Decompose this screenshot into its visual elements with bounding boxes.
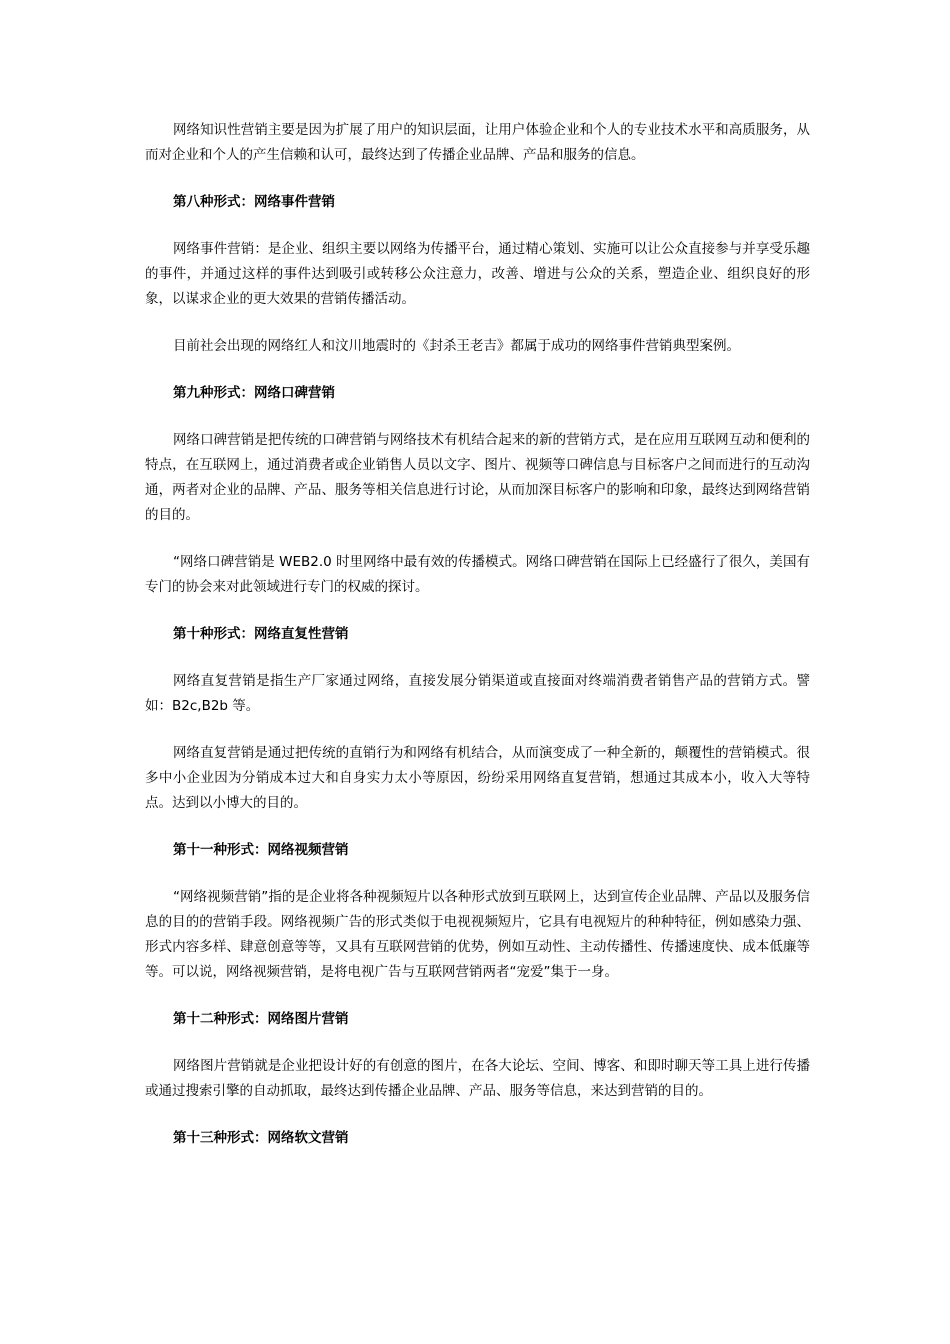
heading-video-marketing: 第十一种形式：网络视频营销: [173, 842, 349, 858]
paragraph-image-marketing: 网络图片营销就是企业把设计好的有创意的图片，在各大论坛、空间、博客、和即时聊天等工具上进行传播或通过搜索引擎的自动抓取，最终达到传播企业品牌、产品、服务等信息，来达到营销的目的。: [145, 1058, 810, 1099]
paragraph-direct-marketing-model: 网络直复营销是通过把传统的直销行为和网络有机结合，从而演变成了一种全新的，颠覆性的营销模式。很多中小企业因为分销成本过大和自身实力太小等原因，纷纷采用网络直复营销，想通过其成本小，收入大等特点。达到以小博大的目的。: [145, 745, 810, 811]
paragraph-direct-marketing-definition: 网络直复营销是指生产厂家通过网络，直接发展分销渠道或直接面对终端消费者销售产品的营销方式。譬如：B2c,B2b 等。: [145, 673, 810, 714]
heading-word-of-mouth-marketing: 第九种形式：网络口碑营销: [173, 385, 335, 401]
paragraph-video-marketing: “网络视频营销”指的是企业将各种视频短片以各种形式放到互联网上，达到宣传企业品牌、产品以及服务信息的目的的营销手段。网络视频广告的形式类似于电视视频短片，它具有电视短片的种种特征，例如感染力强、形式内容多样、肆意创意等等，又具有互联网营销的优势，例如互动性、主动传播性、传播速度快、成本低廉等等。可以说，网络视频营销，是将电视广告与互联网营销两者“宠爱”集于一身。: [145, 889, 810, 980]
paragraph-knowledge-marketing: 网络知识性营销主要是因为扩展了用户的知识层面，让用户体验企业和个人的专业技术水平和高质服务，从而对企业和个人的产生信赖和认可，最终达到了传播企业品牌、产品和服务的信息。: [145, 122, 810, 163]
paragraph-word-of-mouth-web20: “网络口碑营销是 WEB2.0 时里网络中最有效的传播模式。网络口碑营销在国际上已经盛行了很久，美国有专门的协会来对此领域进行专门的权威的探讨。: [145, 554, 810, 595]
paragraph-event-marketing-examples: 目前社会出现的网络红人和汶川地震时的《封杀王老吉》都属于成功的网络事件营销典型案例。: [173, 338, 740, 354]
paragraph-event-marketing-definition: 网络事件营销：是企业、组织主要以网络为传播平台，通过精心策划、实施可以让公众直接参与并享受乐趣的事件，并通过这样的事件达到吸引或转移公众注意力，改善、增进与公众的关系，塑造企业、组织良好的形象，以谋求企业的更大效果的营销传播活动。: [145, 241, 810, 307]
document-page: [145, 118, 810, 1173]
paragraph-word-of-mouth-definition: 网络口碑营销是把传统的口碑营销与网络技术有机结合起来的新的营销方式，是在应用互联网互动和便利的特点，在互联网上，通过消费者或企业销售人员以文字、图片、视频等口碑信息与目标客户之间而进行的互动沟通，两者对企业的品牌、产品、服务等相关信息进行讨论，从而加深目标客户的影响和印象，最终达到网络营销的目的。: [145, 432, 810, 523]
heading-soft-article-marketing: 第十三种形式：网络软文营销: [173, 1130, 349, 1146]
heading-image-marketing: 第十二种形式：网络图片营销: [173, 1011, 349, 1027]
heading-event-marketing: 第八种形式：网络事件营销: [173, 194, 335, 210]
heading-direct-marketing: 第十种形式：网络直复性营销: [173, 626, 349, 642]
